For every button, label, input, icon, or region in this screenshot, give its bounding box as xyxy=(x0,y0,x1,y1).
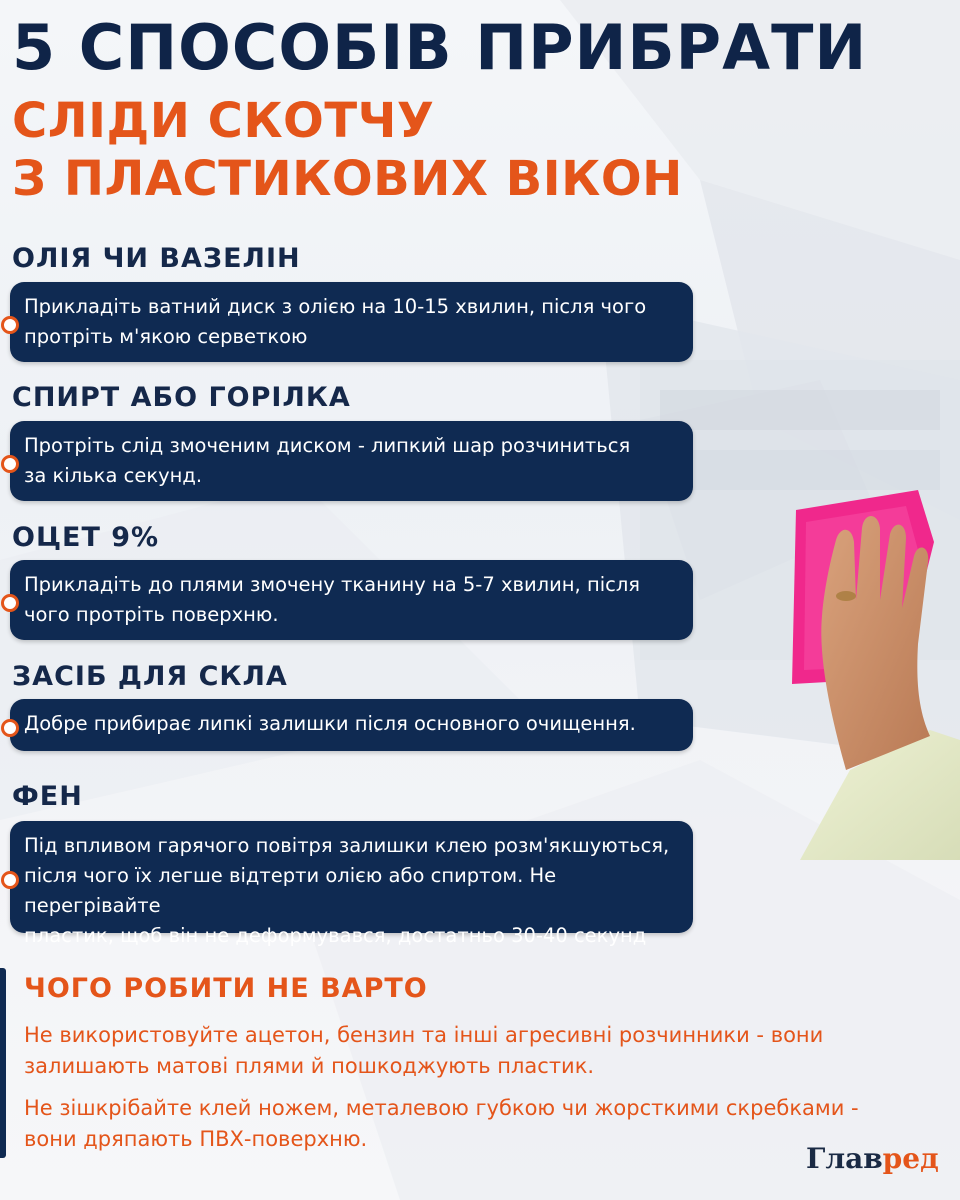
warning-accent-bar xyxy=(0,968,6,1158)
method-text-line: після чого їх легше відтерти олією або спиртом. Не перегрівайте xyxy=(24,864,557,917)
warning-text-line: залишають матові плями й пошкоджують пластик. xyxy=(24,1054,595,1078)
method-card-glass-cleaner xyxy=(10,699,693,751)
method-text-line: Під впливом гарячого повітря залишки клею розм'якшуються, xyxy=(24,834,670,857)
method-text-line: Протріть слід змоченим диском - липкий шар розчиниться xyxy=(24,434,631,457)
bullet-dot-icon xyxy=(1,871,19,889)
method-heading-hair-dryer: ФЕН xyxy=(12,781,83,812)
method-heading-alcohol: СПИРТ АБО ГОРІЛКА xyxy=(12,382,351,413)
title-line-3: З ПЛАСТИКОВИХ ВІКОН xyxy=(12,151,683,207)
title-line-2: СЛІДИ СКОТЧУ xyxy=(12,93,435,149)
method-card-alcohol xyxy=(10,421,693,501)
method-text-line: за кілька секунд. xyxy=(24,464,203,487)
title-line-1: 5 СПОСОБІВ ПРИБРАТИ xyxy=(12,11,868,84)
bullet-dot-icon xyxy=(1,719,19,737)
method-text-line: протріть м'якою серветкою xyxy=(24,325,308,348)
bullet-dot-icon xyxy=(1,594,19,612)
method-heading-oil: ОЛІЯ ЧИ ВАЗЕЛІН xyxy=(12,243,301,274)
method-text-line: чого протріть поверхню. xyxy=(24,603,279,626)
method-card-vinegar xyxy=(10,560,693,640)
method-heading-glass-cleaner: ЗАСІБ ДЛЯ СКЛА xyxy=(12,661,288,692)
warning-text-line: Не використовуйте ацетон, бензин та інші агресивні розчинники - вони xyxy=(24,1023,824,1047)
logo-part-1: Глав xyxy=(806,1142,883,1175)
warning-text-line: Не зішкрібайте клей ножем, металевою губкою чи жорсткими скребками - xyxy=(24,1096,859,1120)
method-text-line: Прикладіть до плями змочену тканину на 5-7 хвилин, після xyxy=(24,573,641,596)
method-text-line: Добре прибирає липкі залишки після основного очищення. xyxy=(24,712,636,735)
method-card-hair-dryer xyxy=(10,821,693,947)
bullet-dot-icon xyxy=(1,316,19,334)
warning-heading: ЧОГО РОБИТИ НЕ ВАРТО xyxy=(24,973,428,1004)
warning-text-line: вони дряпають ПВХ-поверхню. xyxy=(24,1127,368,1151)
bullet-dot-icon xyxy=(1,455,19,473)
logo-part-2: ред xyxy=(882,1142,939,1175)
glavred-logo xyxy=(806,1142,939,1175)
method-card-oil xyxy=(10,282,693,362)
method-text-line: пластик, щоб він не деформувався, достатньо 30-40 секунд xyxy=(24,924,647,947)
method-text-line: Прикладіть ватний диск з олією на 10-15 хвилин, після чого xyxy=(24,295,647,318)
warning-paragraph-1 xyxy=(24,1020,904,1082)
warning-paragraph-2 xyxy=(24,1093,904,1155)
method-heading-vinegar: ОЦЕТ 9% xyxy=(12,522,160,553)
